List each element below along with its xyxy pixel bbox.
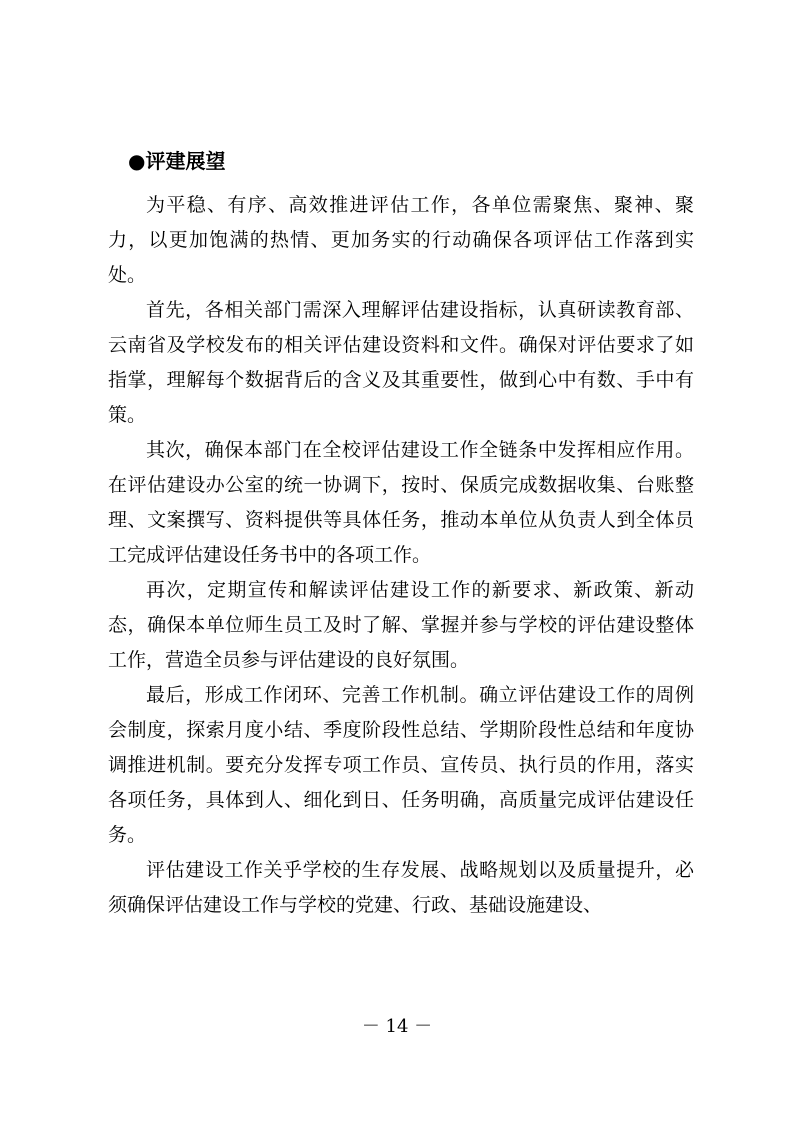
page-number: － 14 － <box>361 1016 433 1037</box>
paragraph-second: 其次，确保本部门在全校评估建设工作全链条中发挥相应作用。在评估建设办公室的统一协调下，按时、保质完成数据收集、台账整理、文案撰写、资料提供等具体任务，推动本单位从负责人到全体员工完成评估建设任务书中的各项工作。 <box>108 439 694 566</box>
section-heading: ●评建展望 <box>128 149 226 173</box>
paragraph-closing: 评估建设工作关乎学校的生存发展、战略规划以及质量提升，必须确保评估建设工作与学校的党建、行政、基础设施建设、 <box>108 859 694 916</box>
paragraph-intro: 为平稳、有序、高效推进评估工作，各单位需聚焦、聚神、聚力，以更加饱满的热情、更加务实的行动确保各项评估工作落到实处。 <box>108 194 694 286</box>
paragraph-third: 再次，定期宣传和解读评估建设工作的新要求、新政策、新动态，确保本单位师生员工及时了解、掌握并参与学校的评估建设整体工作，营造全员参与评估建设的良好氛围。 <box>108 579 694 671</box>
body-text <box>108 188 694 923</box>
paragraph-first: 首先，各相关部门需深入理解评估建设指标，认真研读教育部、云南省及学校发布的相关评估建设资料和文件。确保对评估要求了如指掌，理解每个数据背后的含义及其重要性，做到心中有数、手中有策。 <box>108 299 694 426</box>
paragraph-last: 最后，形成工作闭环、完善工作机制。确立评估建设工作的周例会制度，探索月度小结、季度阶段性总结、学期阶段性总结和年度协调推进机制。要充分发挥专项工作员、宣传员、执行员的作用，落实各项任务，具体到人、细化到日、任务明确，高质量完成评估建设任务。 <box>108 684 694 846</box>
